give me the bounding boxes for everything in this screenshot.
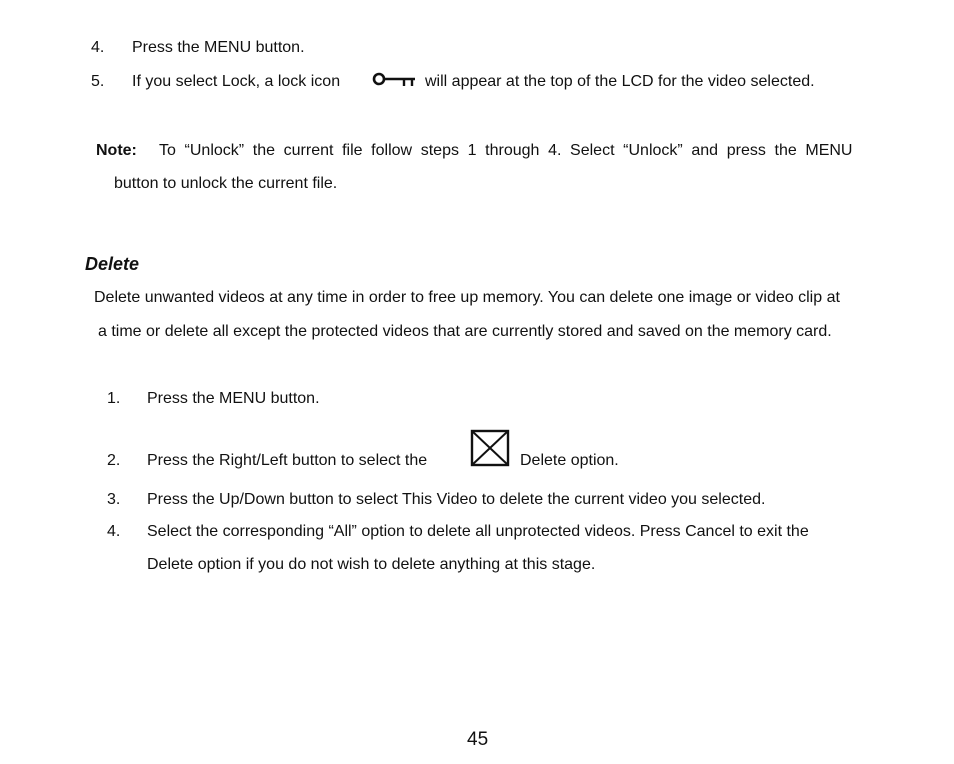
list-item-text: If you select Lock, a lock icon (132, 73, 341, 90)
note-label: Note: (96, 142, 137, 159)
step-number: 3. (107, 491, 121, 508)
step-text: Press the MENU button. (147, 390, 320, 407)
list-number: 4. (91, 39, 105, 56)
step-text: Press the Right/Left button to select the (147, 452, 428, 469)
note-text-line2: button to unlock the current file. (114, 175, 338, 192)
step-text-line1: Select the corresponding “All” option to delete all unprotected videos. Press Cancel to exit the (147, 523, 809, 540)
delete-box-icon (470, 429, 510, 472)
step-number: 4. (107, 523, 121, 540)
step-text: Press the Up/Down button to select This Video to delete the current video you selected. (147, 491, 766, 508)
step-number: 2. (107, 452, 121, 469)
step-number: 1. (107, 390, 121, 407)
page-number: 45 (467, 729, 489, 750)
step-text-line2: Delete option if you do not wish to delete anything at this stage. (147, 556, 596, 573)
paragraph-line1: Delete unwanted videos at any time in order to free up memory. You can delete one image or video clip at (94, 289, 840, 306)
list-number: 5. (91, 73, 105, 90)
list-item-text: Press the MENU button. (132, 39, 305, 56)
lock-key-icon (372, 72, 418, 93)
section-heading: Delete (85, 254, 140, 274)
step-text: Delete option. (520, 452, 619, 469)
list-item-text: will appear at the top of the LCD for the video selected. (425, 73, 815, 90)
paragraph-line2: a time or delete all except the protected videos that are currently stored and saved on the memory card. (98, 323, 832, 340)
note-text-line1: To “Unlock” the current file follow steps 1 through 4. Select “Unlock” and press the MENU (159, 142, 853, 159)
